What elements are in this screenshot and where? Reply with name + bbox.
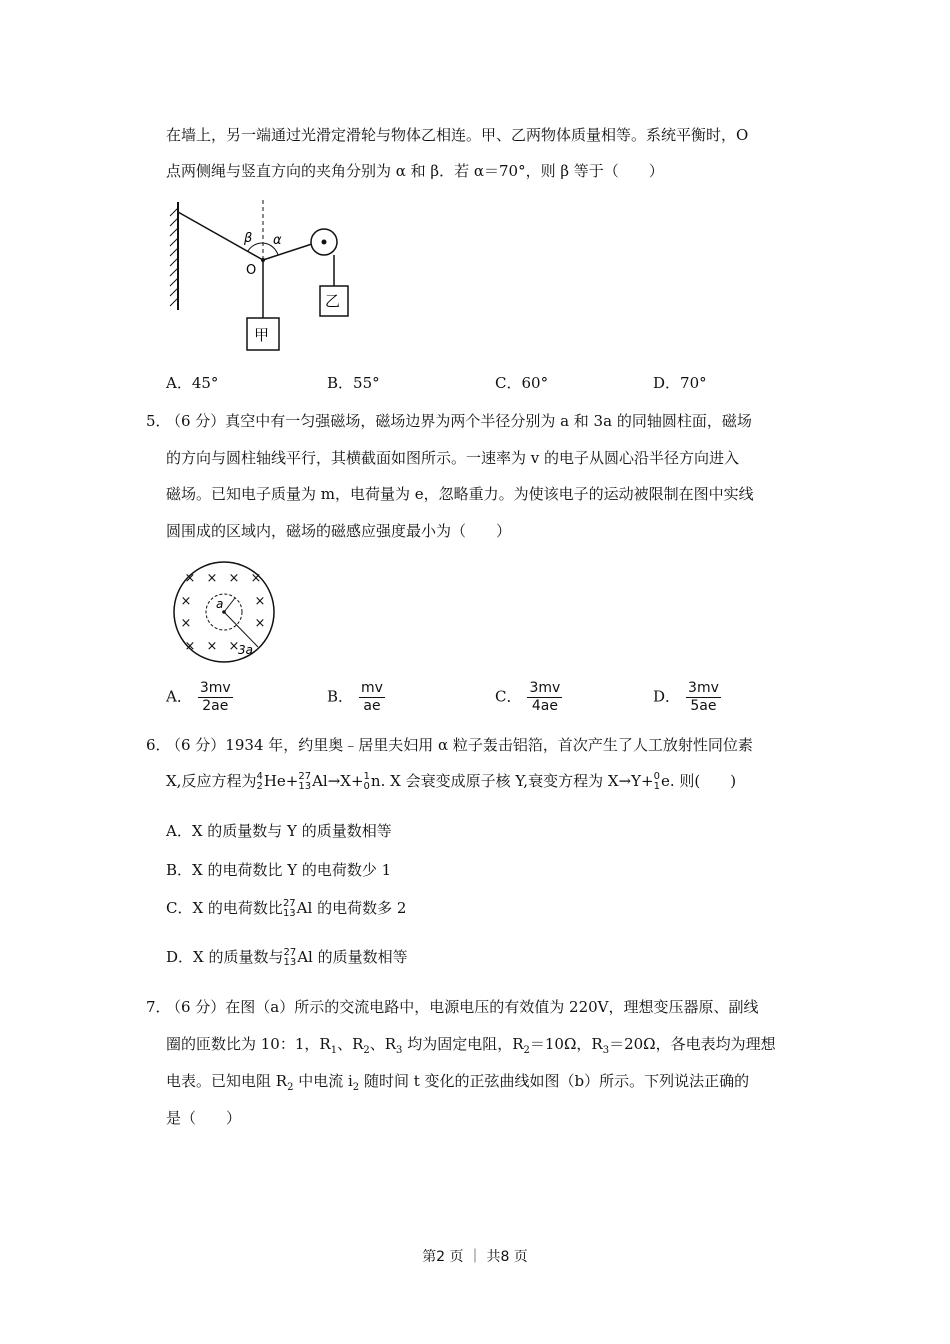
text: 均为固定电阻，R bbox=[402, 1035, 524, 1053]
denominator: 5ae bbox=[690, 698, 717, 714]
fraction bbox=[686, 680, 721, 715]
cross-mark: × bbox=[206, 639, 218, 654]
cross-mark: × bbox=[184, 639, 196, 654]
q4-text-line1: 在墙上，另一端通过光滑定滑轮与物体乙相连。甲、乙两物体质量相等。系统平衡时，O bbox=[166, 126, 749, 144]
option-letter: A． bbox=[166, 687, 192, 706]
fraction bbox=[198, 680, 233, 715]
numerator: mv bbox=[361, 680, 383, 696]
cross-mark: × bbox=[228, 639, 240, 654]
charge-number: 13 bbox=[298, 781, 312, 792]
q5-option-b[interactable] bbox=[327, 680, 385, 715]
cross-mark: × bbox=[184, 571, 196, 586]
subscript: 3 bbox=[602, 1045, 610, 1056]
q4-option-c[interactable]: C．60° bbox=[495, 374, 549, 392]
q5-magnetic-field-figure bbox=[166, 560, 282, 664]
q6-option-a[interactable]: A．X 的质量数与 Y 的质量数相等 bbox=[166, 822, 392, 840]
q5-number: 5． bbox=[146, 412, 171, 430]
option-text: C．X 的电荷数比 bbox=[166, 899, 283, 917]
option-letter: C． bbox=[495, 687, 522, 706]
radius-a-label: a bbox=[216, 597, 224, 611]
nuclide-n bbox=[364, 772, 370, 792]
q5-text-line1: （6 分）真空中有一匀强磁场，磁场边界为两个半径分别为 a 和 3a 的同轴圆柱面，磁场 bbox=[166, 412, 752, 430]
numerator: 3mv bbox=[199, 680, 231, 696]
beta-label: β bbox=[244, 231, 253, 246]
q4-option-d[interactable]: D．70° bbox=[653, 374, 707, 392]
q7-text-line4: 是（ ） bbox=[166, 1109, 242, 1127]
box-yi-label: 乙 bbox=[325, 292, 341, 310]
point-o-label: O bbox=[246, 263, 257, 278]
q6-number: 6． bbox=[146, 736, 171, 754]
q5-text-line3: 磁场。已知电子质量为 m，电荷量为 e，忽略重力。为使该电子的运动被限制在图中实线 bbox=[166, 485, 754, 503]
text: 随时间 t 变化的正弦曲线如图（b）所示。下列说法正确的 bbox=[359, 1072, 750, 1090]
mass-number: 1 bbox=[363, 771, 370, 782]
denominator: ae bbox=[363, 698, 381, 714]
cross-mark: × bbox=[180, 594, 192, 609]
q5-option-a[interactable] bbox=[166, 680, 233, 715]
mass-number: 27 bbox=[298, 771, 312, 782]
q7-text-line3 bbox=[166, 1071, 749, 1098]
fraction bbox=[359, 680, 385, 715]
page-footer: 第2 页 ｜ 共8 页 bbox=[422, 1249, 528, 1265]
charge-number: 2 bbox=[256, 781, 263, 792]
text: 、R bbox=[337, 1035, 364, 1053]
nuclide-al bbox=[283, 948, 296, 968]
option-letter: D． bbox=[653, 687, 681, 706]
subscript: 3 bbox=[396, 1045, 403, 1056]
subscript: 2 bbox=[523, 1045, 530, 1056]
mass-number: 27 bbox=[283, 947, 297, 958]
cross-mark: × bbox=[254, 594, 266, 609]
q4-pulley-figure bbox=[160, 198, 360, 358]
q5-option-d[interactable] bbox=[653, 680, 721, 715]
q6-equation-line bbox=[166, 771, 736, 792]
radius-3a-label: 3a bbox=[238, 643, 253, 657]
subscript: 1 bbox=[330, 1045, 338, 1056]
box-jia-label: 甲 bbox=[254, 326, 270, 344]
option-text: Al 的质量数相等 bbox=[297, 948, 408, 966]
q7-text-line1: （6 分）在图（a）所示的交流电路中，电源电压的有效值为 220V，理想变压器原、副线 bbox=[166, 998, 759, 1016]
denominator: 2ae bbox=[202, 698, 229, 714]
subscript: 2 bbox=[287, 1082, 294, 1093]
eq-text: He+ bbox=[263, 772, 299, 790]
numerator: 3mv bbox=[688, 680, 719, 696]
eq-text: e. 则( ) bbox=[660, 772, 737, 790]
charge-number: 13 bbox=[282, 908, 296, 919]
option-text: Al 的电荷数多 2 bbox=[296, 899, 407, 917]
cross-mark: × bbox=[254, 616, 266, 631]
cross-mark: × bbox=[180, 616, 192, 631]
mass-number: 4 bbox=[256, 771, 263, 782]
q6-option-c[interactable] bbox=[166, 898, 406, 919]
denominator: 4ae bbox=[531, 698, 558, 714]
text: ＝10Ω，R bbox=[529, 1035, 603, 1053]
text: 中电流 i bbox=[293, 1072, 353, 1090]
q6-option-d[interactable] bbox=[166, 947, 408, 968]
cross-mark: × bbox=[228, 571, 240, 586]
q4-text-line2: 点两侧绳与竖直方向的夹角分别为 α 和 β．若 α＝70°，则 β 等于（ ） bbox=[166, 162, 664, 180]
q6-option-b[interactable]: B．X 的电荷数比 Y 的电荷数少 1 bbox=[166, 861, 392, 879]
q4-option-b[interactable]: B．55° bbox=[327, 374, 380, 392]
charge-number: 13 bbox=[283, 957, 297, 968]
q5-text-line4: 圆围成的区域内，磁场的磁感应强度最小为（ ） bbox=[166, 522, 512, 540]
subscript: 2 bbox=[363, 1045, 370, 1056]
fraction bbox=[527, 680, 562, 715]
nuclide-he bbox=[256, 772, 262, 792]
eq-text: Al→X+ bbox=[312, 772, 364, 790]
text: 圈的匝数比为 10：1，R bbox=[166, 1035, 331, 1053]
q5-text-line2: 的方向与圆柱轴线平行，其横截面如图所示。一速率为 v 的电子从圆心沿半径方向进入 bbox=[166, 449, 740, 467]
charge-number: 0 bbox=[363, 781, 370, 792]
nuclide-al bbox=[298, 772, 311, 792]
nuclide-al bbox=[283, 899, 296, 919]
nuclide-e bbox=[654, 772, 660, 792]
q7-number: 7． bbox=[146, 998, 171, 1016]
cross-mark: × bbox=[250, 571, 262, 586]
subscript: 2 bbox=[352, 1082, 360, 1093]
text: ＝20Ω，各电表均为理想 bbox=[609, 1035, 776, 1053]
q4-option-a[interactable]: A．45° bbox=[166, 374, 219, 392]
cross-mark: × bbox=[206, 571, 218, 586]
q6-text-line1: （6 分）1934 年，约里奥﹣居里夫妇用 α 粒子轰击铝箔，首次产生了人工放射性同位素 bbox=[166, 736, 753, 754]
alpha-label: α bbox=[273, 233, 282, 248]
option-letter: B． bbox=[327, 687, 354, 706]
text: 、R bbox=[369, 1035, 397, 1053]
numerator: 3mv bbox=[529, 680, 561, 696]
mass-number: 0 bbox=[653, 771, 660, 782]
q7-text-line2 bbox=[166, 1034, 776, 1061]
q5-option-c[interactable] bbox=[495, 680, 562, 715]
mass-number: 27 bbox=[282, 898, 296, 909]
eq-text: X,反应方程为 bbox=[166, 772, 257, 790]
eq-text: n. X 会衰变成原子核 Y,衰变方程为 X→Y+ bbox=[370, 772, 654, 790]
option-text: D．X 的质量数与 bbox=[166, 948, 284, 966]
text: 电表。已知电阻 R bbox=[166, 1072, 288, 1090]
charge-number: 1 bbox=[653, 781, 660, 792]
